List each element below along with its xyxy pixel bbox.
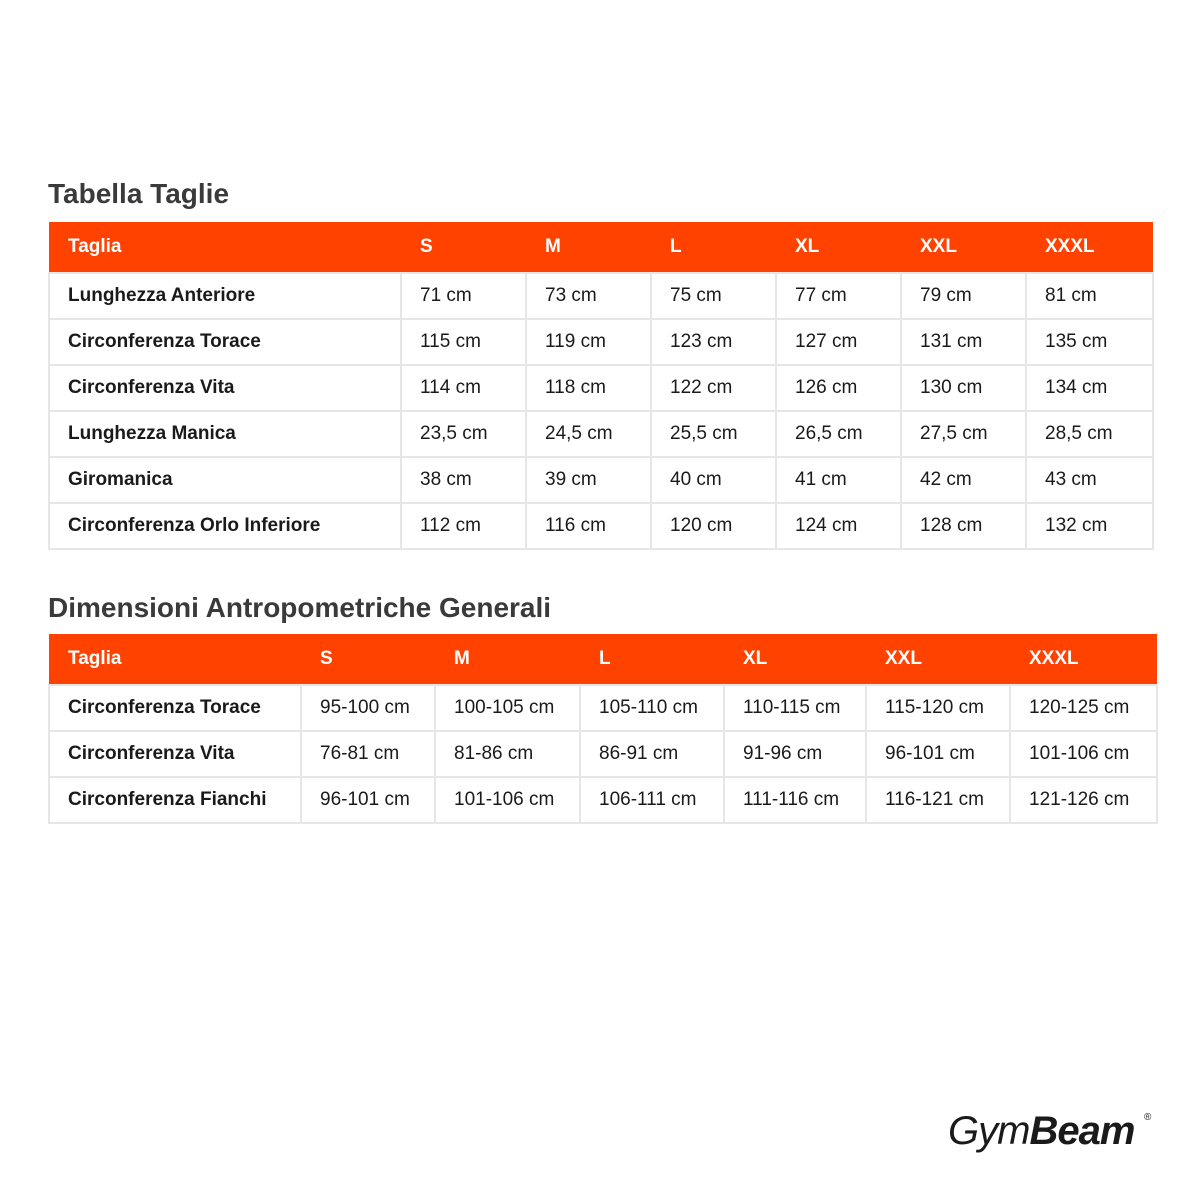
row-label: Lunghezza Anteriore [49,273,401,319]
header-cell-size: Taglia [49,634,301,685]
header-cell-m: M [526,222,651,273]
table-cell: 127 cm [776,319,901,365]
table-row [49,777,1157,823]
table-cell: 76-81 cm [301,731,435,777]
table-cell: 123 cm [651,319,776,365]
table-cell: 75 cm [651,273,776,319]
header-cell-s: S [401,222,526,273]
table-cell: 118 cm [526,365,651,411]
table-cell: 110-115 cm [724,685,866,731]
header-cell-xxl: XXL [866,634,1010,685]
table-cell: 39 cm [526,457,651,503]
table-row [49,503,1153,549]
row-label: Circonferenza Fianchi [49,777,301,823]
size-chart-table [48,222,1154,550]
header-cell-size: Taglia [49,222,401,273]
table-cell: 115-120 cm [866,685,1010,731]
table-row [49,365,1153,411]
header-cell-l: L [580,634,724,685]
table-cell: 121-126 cm [1010,777,1157,823]
table-row [49,411,1153,457]
table-cell: 116-121 cm [866,777,1010,823]
table-cell: 135 cm [1026,319,1153,365]
table-cell: 120-125 cm [1010,685,1157,731]
row-label: Lunghezza Manica [49,411,401,457]
table-cell: 27,5 cm [901,411,1026,457]
table-cell: 38 cm [401,457,526,503]
table-row [49,319,1153,365]
table-cell: 101-106 cm [1010,731,1157,777]
row-label: Circonferenza Torace [49,319,401,365]
table-row [49,457,1153,503]
table-cell: 101-106 cm [435,777,580,823]
table-cell: 126 cm [776,365,901,411]
table-row [49,273,1153,319]
table-cell: 122 cm [651,365,776,411]
size-chart-title: Tabella Taglie [48,178,230,209]
table-cell: 112 cm [401,503,526,549]
table-cell: 114 cm [401,365,526,411]
table-cell: 105-110 cm [580,685,724,731]
table-cell: 111-116 cm [724,777,866,823]
table-cell: 128 cm [901,503,1026,549]
table-cell: 42 cm [901,457,1026,503]
header-cell-xl: XL [724,634,866,685]
table-row [49,685,1157,731]
header-cell-xxxl: XXXL [1026,222,1153,273]
header-cell-xxxl: XXXL [1010,634,1157,685]
row-label: Circonferenza Vita [49,731,301,777]
table-cell: 26,5 cm [776,411,901,457]
header-cell-xxl: XXL [901,222,1026,273]
table-cell: 79 cm [901,273,1026,319]
header-cell-xl: XL [776,222,901,273]
table-cell: 119 cm [526,319,651,365]
logo-text-bold: Beam [1029,1109,1135,1153]
table-cell: 96-101 cm [866,731,1010,777]
header-cell-m: M [435,634,580,685]
row-label: Giromanica [49,457,401,503]
table-cell: 115 cm [401,319,526,365]
table-cell: 96-101 cm [301,777,435,823]
table-cell: 73 cm [526,273,651,319]
table-cell: 43 cm [1026,457,1153,503]
table-cell: 25,5 cm [651,411,776,457]
gymbeam-logo [948,1104,1158,1160]
table-row [49,731,1157,777]
row-label: Circonferenza Torace [49,685,301,731]
table-cell: 91-96 cm [724,731,866,777]
row-label: Circonferenza Vita [49,365,401,411]
table-cell: 28,5 cm [1026,411,1153,457]
table-cell: 106-111 cm [580,777,724,823]
table-cell: 134 cm [1026,365,1153,411]
table-cell: 130 cm [901,365,1026,411]
table-cell: 81-86 cm [435,731,580,777]
table-cell: 124 cm [776,503,901,549]
table-cell: 40 cm [651,457,776,503]
table-cell: 86-91 cm [580,731,724,777]
table-cell: 132 cm [1026,503,1153,549]
table-cell: 41 cm [776,457,901,503]
logo-text-light: Gym [948,1109,1030,1153]
table-cell: 24,5 cm [526,411,651,457]
header-cell-s: S [301,634,435,685]
table-header-row [49,222,1153,273]
table-cell: 120 cm [651,503,776,549]
row-label: Circonferenza Orlo Inferiore [49,503,401,549]
table-cell: 131 cm [901,319,1026,365]
table-cell: 23,5 cm [401,411,526,457]
table-cell: 100-105 cm [435,685,580,731]
table-cell: 71 cm [401,273,526,319]
svg-text:GymBeam [948,1109,1134,1153]
anthropometric-title: Dimensioni Antropometriche Generali [48,592,552,623]
registered-mark: ® [1144,1112,1152,1123]
anthropometric-table [48,634,1158,824]
table-cell: 77 cm [776,273,901,319]
table-header-row [49,634,1157,685]
table-cell: 95-100 cm [301,685,435,731]
table-cell: 116 cm [526,503,651,549]
table-cell: 81 cm [1026,273,1153,319]
header-cell-l: L [651,222,776,273]
